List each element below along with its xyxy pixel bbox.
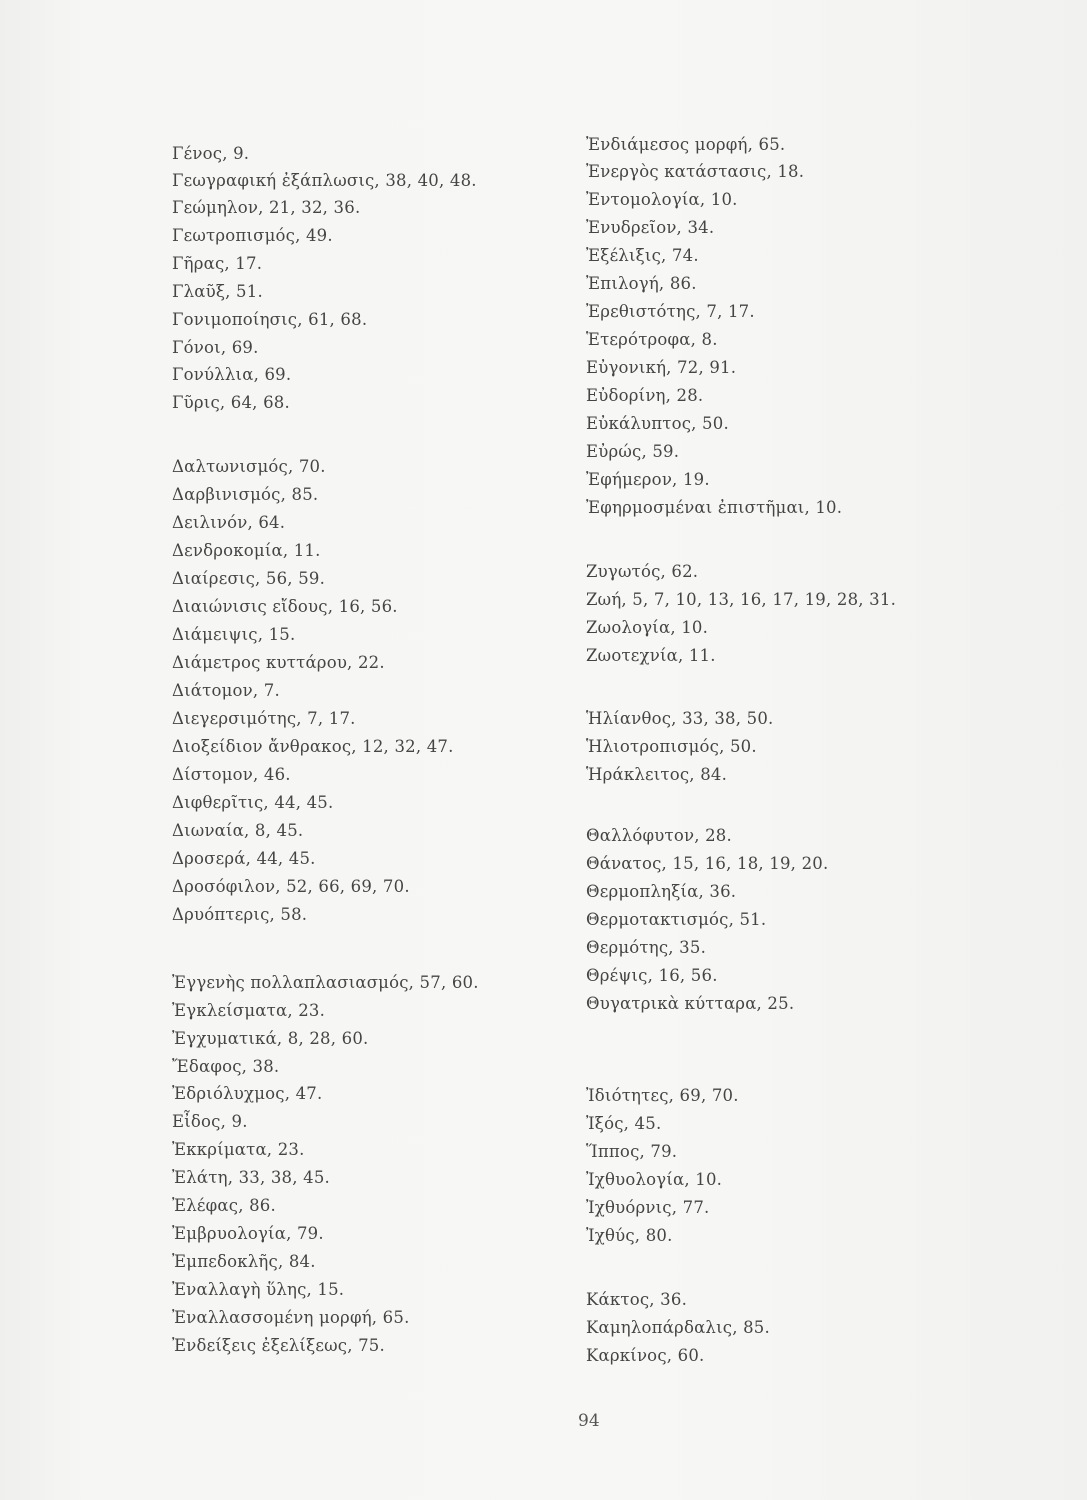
right-entry: Ἐνδιάμεσος μορφή, 65. [586,135,786,154]
right-entry: Θάνατος, 15, 16, 18, 19, 20. [586,854,829,873]
left-entry: Ἐμβρυολογία, 79. [172,1224,324,1243]
right-entry: Ἡλίανθος, 33, 38, 50. [586,709,774,728]
left-entry: Διωναία, 8, 45. [172,821,304,840]
left-entry: Γεωγραφική ἐξάπλωσις, 38, 40, 48. [172,171,477,190]
left-entry: Δειλινόν, 64. [172,513,286,532]
left-entry: Δενδροκομία, 11. [172,541,321,560]
right-entry: Ἑτερότροφα, 8. [586,330,718,349]
right-entry: Εὐδορίνη, 28. [586,386,704,405]
left-entry: Ἐναλλαγὴ ὕλης, 15. [172,1280,345,1299]
left-entry: Γένος, 9. [172,144,250,163]
left-entry: Δαλτωνισμός, 70. [172,457,326,476]
right-entry: Ἐπιλογή, 86. [586,274,697,293]
left-entry: Διάτομον, 7. [172,681,280,700]
left-entry: Ἐναλλασσομένη μορφή, 65. [172,1308,410,1327]
right-entry: Ζωοτεχνία, 11. [586,646,716,665]
right-entry: Ζωή, 5, 7, 10, 13, 16, 17, 19, 28, 31. [586,590,897,609]
right-entry: Ἡλιοτροπισμός, 50. [586,737,757,756]
left-entry: Δαρβινισμός, 85. [172,485,319,504]
right-entry: Ζυγωτός, 62. [586,562,699,581]
right-entry: Ἐντομολογία, 10. [586,190,738,209]
left-entry: Γόνοι, 69. [172,338,259,357]
left-entry: Διοξείδιον ἄνθρακος, 12, 32, 47. [172,737,454,756]
left-entry: Δίστομον, 46. [172,765,291,784]
right-entry: Καμηλοπάρδαλις, 85. [586,1318,770,1337]
right-entry: Ἰδιότητες, 69, 70. [586,1086,739,1105]
left-entry: Ἐγχυματικά, 8, 28, 60. [172,1029,369,1048]
right-entry: Θερμοτακτισμός, 51. [586,910,767,929]
right-entry: Καρκίνος, 60. [586,1346,705,1365]
right-entry: Κάκτος, 36. [586,1290,688,1309]
right-entry: Ἐνυδρεῖον, 34. [586,218,715,237]
right-entry: Ἰχθύς, 80. [586,1226,673,1245]
left-entry: Γονιμοποίησις, 61, 68. [172,310,368,329]
right-entry: Θερμοπληξία, 36. [586,882,737,901]
right-entry: Ἐξέλιξις, 74. [586,246,699,265]
right-entry: Ἐνεργὸς κατάστασις, 18. [586,162,805,181]
right-entry: Εὐγονική, 72, 91. [586,358,737,377]
left-entry: Διφθερῖτις, 44, 45. [172,793,334,812]
left-entry: Δροσόφιλον, 52, 66, 69, 70. [172,877,410,896]
left-entry: Γονύλλια, 69. [172,365,292,384]
left-entry: Ἐδριόλυχμος, 47. [172,1084,323,1103]
left-entry: Δρυόπτερις, 58. [172,905,308,924]
right-entry: Ἰχθυολογία, 10. [586,1170,723,1189]
left-entry: Διάμειψις, 15. [172,625,296,644]
left-entry: Διεγερσιμότης, 7, 17. [172,709,356,728]
right-entry: Θερμότης, 35. [586,938,707,957]
left-entry: Ἔδαφος, 38. [172,1057,280,1076]
right-entry: Εὐρώς, 59. [586,442,680,461]
left-entry: Ἐγκλείσματα, 23. [172,1001,326,1020]
right-entry: Ἡράκλειτος, 84. [586,765,728,784]
left-entry: Διαιώνισις εἴδους, 16, 56. [172,597,398,616]
left-entry: Γεωτροπισμός, 49. [172,226,333,245]
right-entry: Θυγατρικὰ κύτταρα, 25. [586,994,795,1013]
right-entry: Ἵππος, 79. [586,1142,678,1161]
right-entry: Θρέψις, 16, 56. [586,966,718,985]
left-entry: Εἶδος, 9. [172,1112,248,1131]
left-entry: Ἐκκρίματα, 23. [172,1140,305,1159]
right-entry: Ἰξός, 45. [586,1114,662,1133]
page-number: 94 [578,1411,600,1431]
right-entry: Εὐκάλυπτος, 50. [586,414,729,433]
left-entry: Διάμετρος κυττάρου, 22. [172,653,385,672]
right-entry: Ἐρεθιστότης, 7, 17. [586,302,755,321]
left-entry: Ἐλέφας, 86. [172,1196,276,1215]
left-entry: Διαίρεσις, 56, 59. [172,569,326,588]
right-entry: Ἰχθυόρνις, 77. [586,1198,710,1217]
left-entry: Ἐμπεδοκλῆς, 84. [172,1252,316,1271]
right-entry: Ζωολογία, 10. [586,618,709,637]
left-entry: Ἐγγενὴς πολλαπλασιασμός, 57, 60. [172,973,479,992]
left-entry: Δροσερά, 44, 45. [172,849,316,868]
right-entry: Θαλλόφυτον, 28. [586,826,732,845]
right-entry: Ἐφήμερον, 19. [586,470,710,489]
left-entry: Γῆρας, 17. [172,254,263,273]
left-entry: Γῦρις, 64, 68. [172,393,290,412]
left-entry: Ἐλάτη, 33, 38, 45. [172,1168,330,1187]
right-entry: Ἐφηρμοσμέναι ἐπιστῆμαι, 10. [586,498,843,517]
left-entry: Γλαῦξ, 51. [172,282,263,301]
left-entry: Ἐνδείξεις ἐξελίξεως, 75. [172,1336,385,1355]
left-entry: Γεώμηλον, 21, 32, 36. [172,198,361,217]
